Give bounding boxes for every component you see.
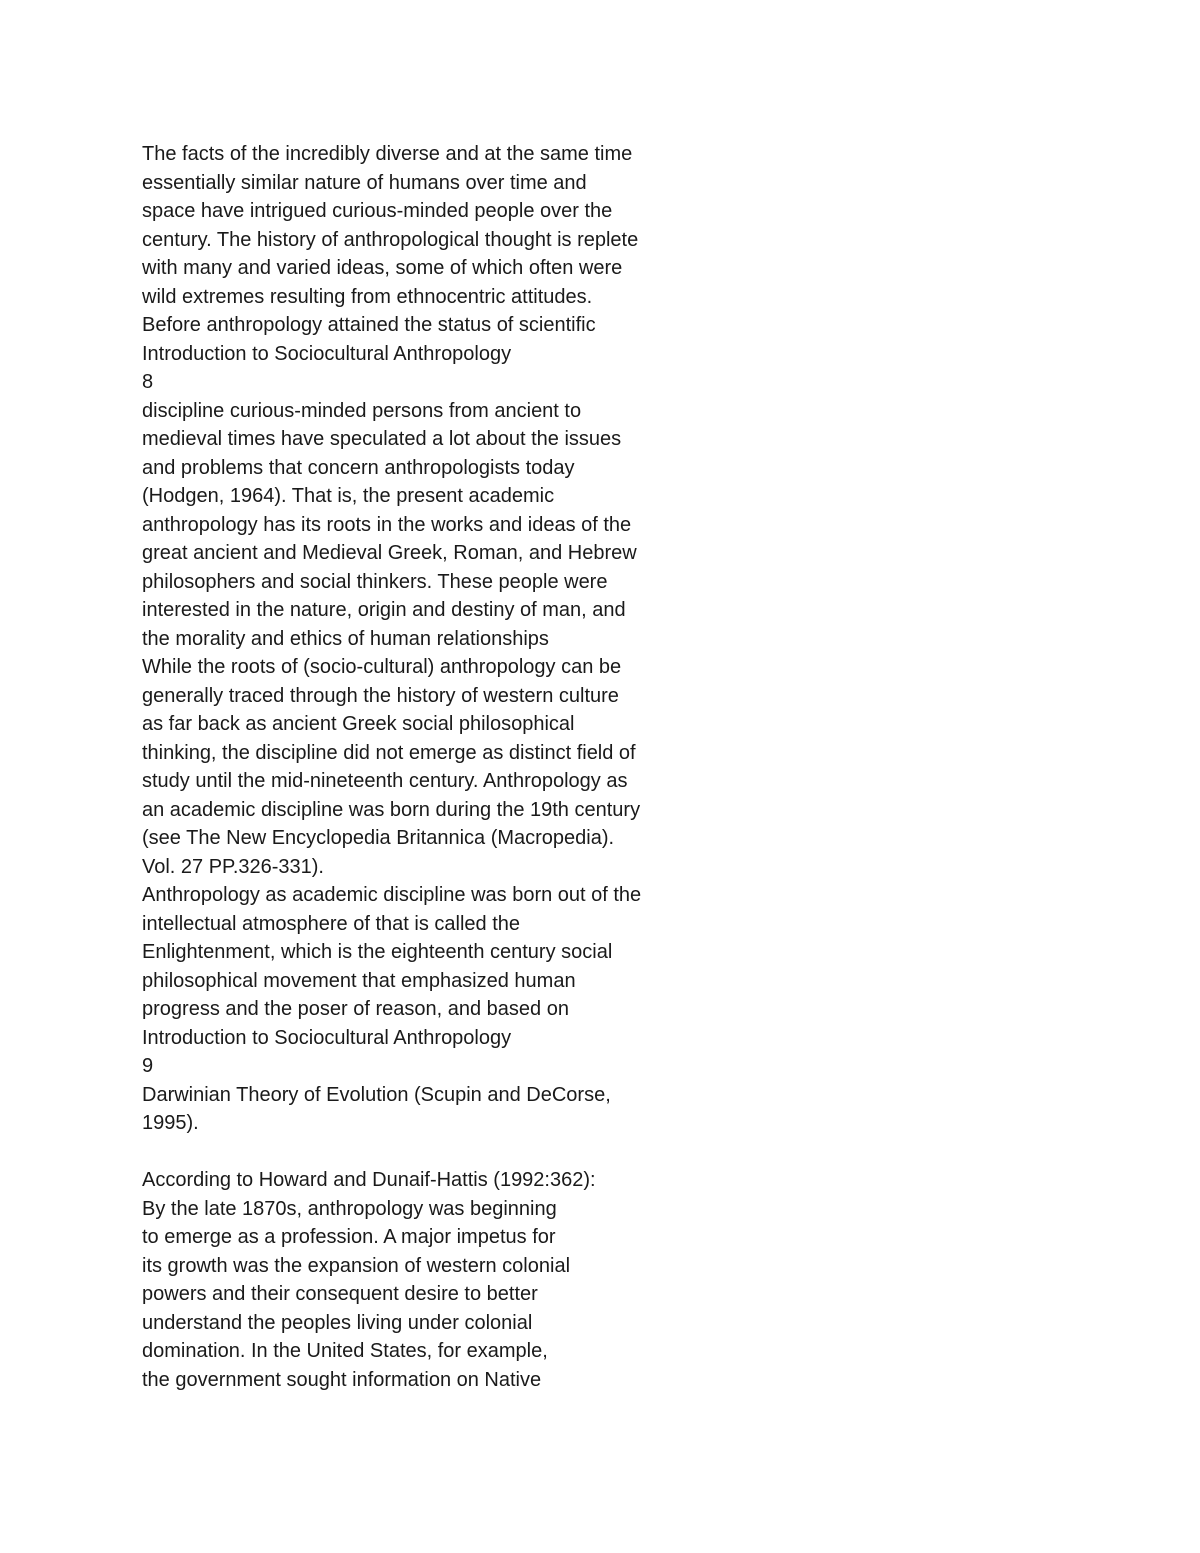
text-line: The facts of the incredibly diverse and at the same time xyxy=(142,143,633,165)
text-line: wild extremes resulting from ethnocentric attitudes. xyxy=(142,285,593,308)
text-line: with many and varied ideas, some of which often were xyxy=(142,257,623,279)
text-line: Darwinian Theory of Evolution (Scupin and DeCorse, xyxy=(142,1083,611,1106)
text-line: Anthropology as academic discipline was born out of the xyxy=(142,884,642,906)
text-line: the morality and ethics of human relationships xyxy=(142,627,549,650)
text-line: anthropology has its roots in the works and ideas of the xyxy=(142,513,632,536)
text-line: essentially similar nature of humans over time and xyxy=(142,171,587,194)
text-line: philosophical movement that emphasized human xyxy=(142,969,576,992)
running-header: Introduction to Sociocultural Anthropology xyxy=(142,342,512,365)
text-line: century. The history of anthropological thought is replete xyxy=(142,228,639,251)
text-line: great ancient and Medieval Greek, Roman, and Hebrew xyxy=(142,542,637,564)
page-number: 8 xyxy=(142,371,154,393)
text-line: thinking, the discipline did not emerge as distinct field of xyxy=(142,741,636,764)
text-line: its growth was the expansion of western colonial xyxy=(142,1254,571,1277)
text-line: 1995). xyxy=(142,1112,199,1134)
text-line: the government sought information on Native xyxy=(142,1368,542,1391)
text-line: study until the mid-nineteenth century. Anthropology as xyxy=(142,770,628,792)
text-line: generally traced through the history of western culture xyxy=(142,684,619,707)
running-header: Introduction to Sociocultural Anthropology xyxy=(142,1026,512,1049)
text-line: According to Howard and Dunaif-Hattis (1992:362): xyxy=(142,1169,596,1191)
text-line: (see The New Encyclopedia Britannica (Macropedia). xyxy=(142,827,615,849)
text-line: as far back as ancient Greek social philosophical xyxy=(142,713,575,735)
text-line: and problems that concern anthropologists today xyxy=(142,456,575,479)
text-line: (Hodgen, 1964). That is, the present academic xyxy=(142,485,555,507)
text-line: Before anthropology attained the status of scientific xyxy=(142,314,596,336)
text-line: domination. In the United States, for example, xyxy=(142,1340,548,1362)
text-line: Vol. 27 PP.326-331). xyxy=(142,855,324,878)
text-line: powers and their consequent desire to better xyxy=(142,1283,538,1305)
text-line: space have intrigued curious-minded people over the xyxy=(142,200,613,222)
text-line: intellectual atmosphere of that is called the xyxy=(142,912,520,935)
text-line: medieval times have speculated a lot about the issues xyxy=(142,428,622,450)
body-text xyxy=(142,140,702,1394)
text-line: By the late 1870s, anthropology was beginning xyxy=(142,1197,557,1220)
text-line: an academic discipline was born during the 19th century xyxy=(142,798,641,821)
text-line: interested in the nature, origin and destiny of man, and xyxy=(142,599,626,621)
page-number: 9 xyxy=(142,1055,154,1077)
text-line: discipline curious-minded persons from ancient to xyxy=(142,399,582,422)
text-line: understand the peoples living under colonial xyxy=(142,1311,533,1334)
text-line: While the roots of (socio-cultural) anthropology can be xyxy=(142,656,622,678)
text-line: philosophers and social thinkers. These people were xyxy=(142,570,608,593)
text-line: progress and the poser of reason, and based on xyxy=(142,998,569,1020)
text-line: Enlightenment, which is the eighteenth century social xyxy=(142,941,613,963)
text-line: to emerge as a profession. A major impetus for xyxy=(142,1226,556,1248)
blank-line xyxy=(142,1138,702,1167)
